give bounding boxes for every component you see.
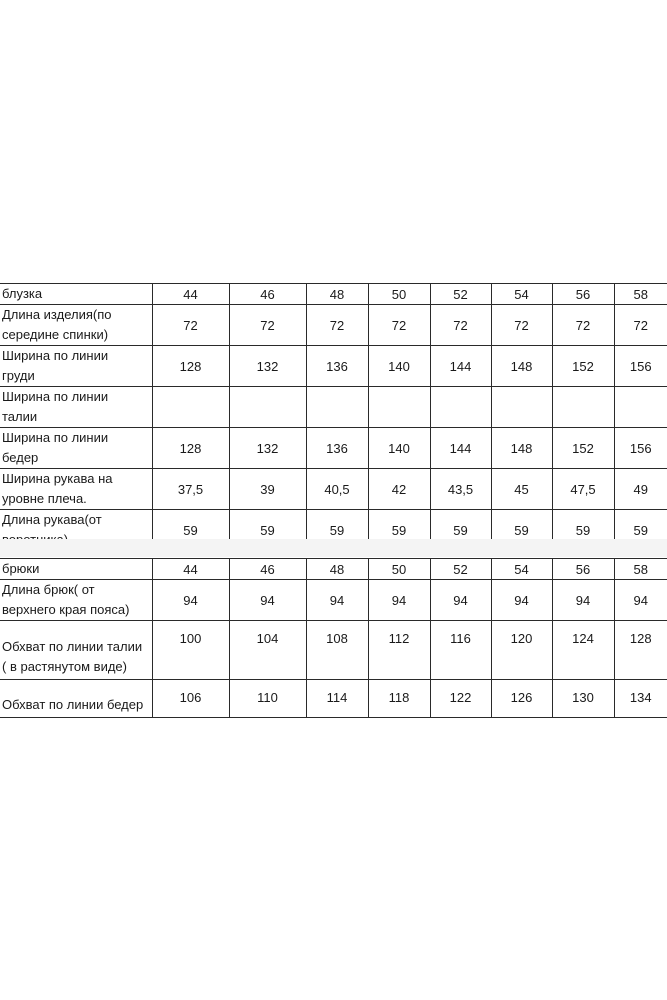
table-cell: 140 [368,428,430,469]
table-cell: 130 [552,680,614,718]
table-separator [0,539,667,557]
table-cell: 128 [152,346,229,387]
table-cell: 152 [552,346,614,387]
label-line: Обхват по линии талии [2,639,143,654]
table-cell: 94 [152,580,229,621]
table-cell: 106 [152,680,229,718]
table-cell: 118 [368,680,430,718]
table-cell: 110 [229,680,306,718]
pants-header-label: брюки [0,559,152,580]
blouse-row-hips [0,428,667,469]
table-cell: 136 [306,428,368,469]
label-line: уровне плеча. [2,491,87,506]
table-cell: 144 [430,346,491,387]
pants-size-54: 54 [491,559,552,580]
table-cell: 59 [614,510,667,551]
table-cell: 126 [491,680,552,718]
table-cell: 104 [229,621,306,680]
table-cell: 120 [491,621,552,680]
table-cell: 94 [306,580,368,621]
table-cell: 132 [229,346,306,387]
table-cell [306,387,368,428]
table-cell: 112 [368,621,430,680]
table-cell [552,387,614,428]
table-cell: 59 [306,510,368,551]
table-cell: 42 [368,469,430,510]
table-cell: 132 [229,428,306,469]
label-line: Ширина по линии [2,430,109,445]
table-cell [152,387,229,428]
table-cell: 94 [229,580,306,621]
label-line: талии [2,409,38,424]
table-cell: 122 [430,680,491,718]
pants-row-waist [0,621,667,680]
table-cell: 136 [306,346,368,387]
table-cell: 134 [614,680,667,718]
blouse-size-54: 54 [491,284,552,305]
row-label [0,387,152,428]
table-cell: 49 [614,469,667,510]
blouse-size-52: 52 [430,284,491,305]
table-cell: 37,5 [152,469,229,510]
table-cell [491,387,552,428]
label-line: Обхват по линии бедер [2,697,144,712]
table-cell: 72 [368,305,430,346]
table-cell: 94 [430,580,491,621]
label-line: Ширина рукава на [2,471,113,486]
row-label [0,305,152,346]
table-cell: 128 [152,428,229,469]
table-cell: 94 [491,580,552,621]
table-cell: 47,5 [552,469,614,510]
row-label [0,621,152,680]
pants-size-58: 58 [614,559,667,580]
table-cell [368,387,430,428]
row-label [0,346,152,387]
table-cell: 40,5 [306,469,368,510]
label-line: ( в растянутом виде) [2,659,127,674]
table-cell: 59 [229,510,306,551]
blouse-size-46: 46 [229,284,306,305]
table-cell: 128 [614,621,667,680]
table-cell: 156 [614,346,667,387]
pants-header-row [0,559,667,580]
pants-size-50: 50 [368,559,430,580]
blouse-size-44: 44 [152,284,229,305]
table-cell [430,387,491,428]
table-cell: 114 [306,680,368,718]
pants-size-48: 48 [306,559,368,580]
blouse-header-label: блузка [0,284,152,305]
row-label [0,680,152,718]
label-line: Ширина по линии [2,348,109,363]
blouse-size-56: 56 [552,284,614,305]
pants-size-46: 46 [229,559,306,580]
blouse-row-chest [0,346,667,387]
table-cell: 72 [152,305,229,346]
table-cell: 152 [552,428,614,469]
blouse-size-table [0,283,667,551]
table-cell: 72 [491,305,552,346]
table-cell: 39 [229,469,306,510]
table-cell: 72 [614,305,667,346]
pants-size-table [0,558,667,718]
table-cell: 45 [491,469,552,510]
blouse-size-50: 50 [368,284,430,305]
table-cell: 94 [368,580,430,621]
table-cell: 59 [368,510,430,551]
blouse-header-row [0,284,667,305]
pants-size-44: 44 [152,559,229,580]
table-cell: 59 [491,510,552,551]
table-cell: 72 [229,305,306,346]
table-cell: 59 [430,510,491,551]
pants-size-56: 56 [552,559,614,580]
row-label [0,469,152,510]
table-cell: 94 [614,580,667,621]
table-cell: 72 [430,305,491,346]
pants-size-52: 52 [430,559,491,580]
table-cell: 124 [552,621,614,680]
table-cell: 94 [552,580,614,621]
pants-row-hips [0,680,667,718]
table-cell: 144 [430,428,491,469]
table-cell: 59 [152,510,229,551]
table-cell: 148 [491,346,552,387]
row-label [0,428,152,469]
label-line: Длина изделия(по [2,307,112,322]
pants-row-length [0,580,667,621]
row-label [0,580,152,621]
label-line: верхнего края пояса) [2,602,130,617]
label-line: груди [2,368,35,383]
blouse-row-sleeve-width [0,469,667,510]
blouse-row-waist [0,387,667,428]
label-line: Длина рукава(от [2,512,102,527]
blouse-row-length [0,305,667,346]
table-cell: 148 [491,428,552,469]
label-line: Ширина по линии [2,389,109,404]
label-line: бедер [2,450,39,465]
table-cell [229,387,306,428]
table-cell [614,387,667,428]
table-cell: 156 [614,428,667,469]
label-line: середине спинки) [2,327,109,342]
table-cell: 72 [306,305,368,346]
label-line: Длина брюк( от [2,582,95,597]
blouse-size-48: 48 [306,284,368,305]
blouse-size-58: 58 [614,284,667,305]
table-cell: 100 [152,621,229,680]
table-cell: 140 [368,346,430,387]
table-cell: 72 [552,305,614,346]
table-cell: 59 [552,510,614,551]
table-cell: 116 [430,621,491,680]
table-cell: 108 [306,621,368,680]
table-cell: 43,5 [430,469,491,510]
